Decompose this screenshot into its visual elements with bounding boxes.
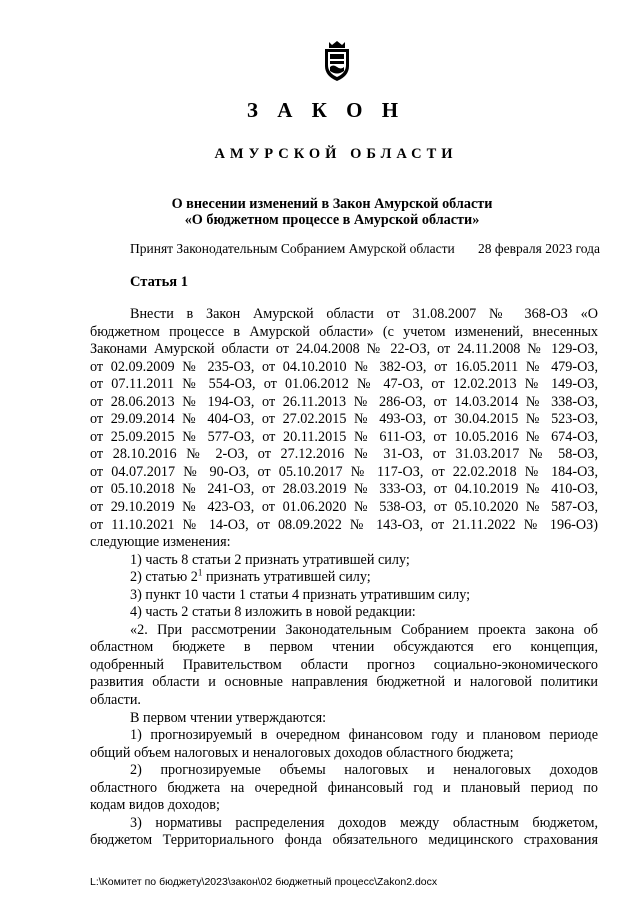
sub-item-line: 2) прогнозируемые объемы налоговых и неналоговых доходов — [130, 762, 598, 779]
body-line: Внести в Закон Амурской области от 31.08.2007 № 368-ОЗ «О — [130, 306, 598, 322]
body-line: от 25.09.2015 № 577-ОЗ, от 20.11.2015 № 611-ОЗ, от 10.05.2016 № 674-ОЗ, — [90, 428, 598, 445]
list-item: 4) часть 2 статьи 8 изложить в новой редакции: — [130, 604, 416, 621]
body-line: от 29.09.2014 № 404-ОЗ, от 27.02.2015 № 493-ОЗ, от 30.04.2015 № 523-ОЗ, — [90, 411, 598, 428]
region-title: АМУРСКОЙ ОБЛАСТИ — [214, 146, 458, 162]
sub-item-line: кодам видов доходов; — [90, 797, 220, 814]
article-heading: Статья 1 — [130, 274, 188, 290]
body-line: от 29.10.2019 № 423-ОЗ, от 01.06.2020 № 538-ОЗ, от 05.10.2020 № 587-ОЗ, — [90, 499, 598, 516]
quote-line: развития области и основные направления бюджетной и налоговой политики — [90, 674, 598, 691]
file-path-footer: L:\Комитет по бюджету\2023\закон\02 бюджетный процесс\Zakon2.docx — [90, 876, 438, 888]
adopted-by: Принят Законодательным Собранием Амурской области — [130, 241, 455, 256]
adoption-date: 28 февраля 2023 года — [478, 241, 600, 256]
first-reading-heading: В первом чтении утверждаются: — [130, 709, 327, 726]
sub-item-line: 1) прогнозируемый в очередном финансовом году и плановом периоде — [130, 727, 598, 744]
sub-item-line: бюджетом Территориального фонда обязательного медицинского страхования — [90, 832, 598, 849]
body-line: от 11.10.2021 № 14-ОЗ, от 08.09.2022 № 143-ОЗ, от 21.11.2022 № 196-ОЗ) — [90, 516, 598, 533]
body-line: от 28.06.2013 № 194-ОЗ, от 26.11.2013 № 286-ОЗ, от 14.03.2014 № 338-ОЗ, — [90, 393, 598, 410]
body-line: Законами Амурской области от 24.04.2008 № 22-ОЗ, от 24.11.2008 № 129-ОЗ, — [90, 341, 598, 358]
list-item: 3) пункт 10 части 1 статьи 4 признать утратившим силу; — [130, 586, 471, 603]
body-line: от 04.07.2017 № 90-ОЗ, от 05.10.2017 № 117-ОЗ, от 22.02.2018 № 184-ОЗ, — [90, 463, 598, 480]
adoption-row — [130, 241, 600, 257]
body-line: от 05.10.2018 № 241-ОЗ, от 28.03.2019 № 333-ОЗ, от 04.10.2019 № 410-ОЗ, — [90, 481, 598, 498]
law-title: З А К О Н — [246, 98, 406, 122]
quote-line: областном бюджете в первом чтении обсуждаются его концепция, — [90, 639, 598, 656]
document-title — [12, 196, 640, 228]
coat-of-arms-icon — [321, 40, 353, 82]
sub-item-line: 3) нормативы распределения доходов между областным бюджетом, — [130, 814, 598, 831]
sub-item-line: общий объем налоговых и неналоговых доходов областного бюджета; — [90, 744, 514, 761]
body-line: бюджетном процессе в Амурской области» (с учетом изменений, внесенных — [90, 323, 598, 340]
body-line: от 28.10.2016 № 2-ОЗ, от 27.12.2016 № 31-ОЗ, от 31.03.2017 № 58-ОЗ, — [90, 446, 598, 463]
list-item: 1) часть 8 статьи 2 признать утратившей силу; — [130, 551, 410, 568]
body-line: следующие изменения: — [90, 534, 231, 551]
list-item-text: признать утратившей силу; — [202, 569, 371, 586]
body-line: от 07.11.2011 № 554-ОЗ, от 01.06.2012 № 47-ОЗ, от 12.02.2013 № 149-ОЗ, — [90, 376, 598, 393]
sub-item-line: областного бюджета на очередной финансовый год и плановый период по — [90, 779, 598, 796]
quote-line: области. — [90, 692, 141, 709]
list-item — [90, 569, 598, 587]
law-body — [90, 306, 598, 850]
list-item-text: 2) статью 2 — [130, 569, 198, 586]
quote-line: «2. При рассмотрении Законодательным Собранием проекта закона об — [130, 621, 598, 638]
document-title-line: О внесении изменений в Закон Амурской области — [171, 196, 493, 212]
quote-line: одобренный Правительством области прогноз социально-экономического — [90, 656, 598, 673]
document-title-line: «О бюджетном процессе в Амурской области» — [184, 212, 480, 228]
body-line: от 02.09.2009 № 235-ОЗ, от 04.10.2010 № 382-ОЗ, от 16.05.2011 № 479-ОЗ, — [90, 358, 598, 375]
superscript: 1 — [197, 567, 203, 578]
